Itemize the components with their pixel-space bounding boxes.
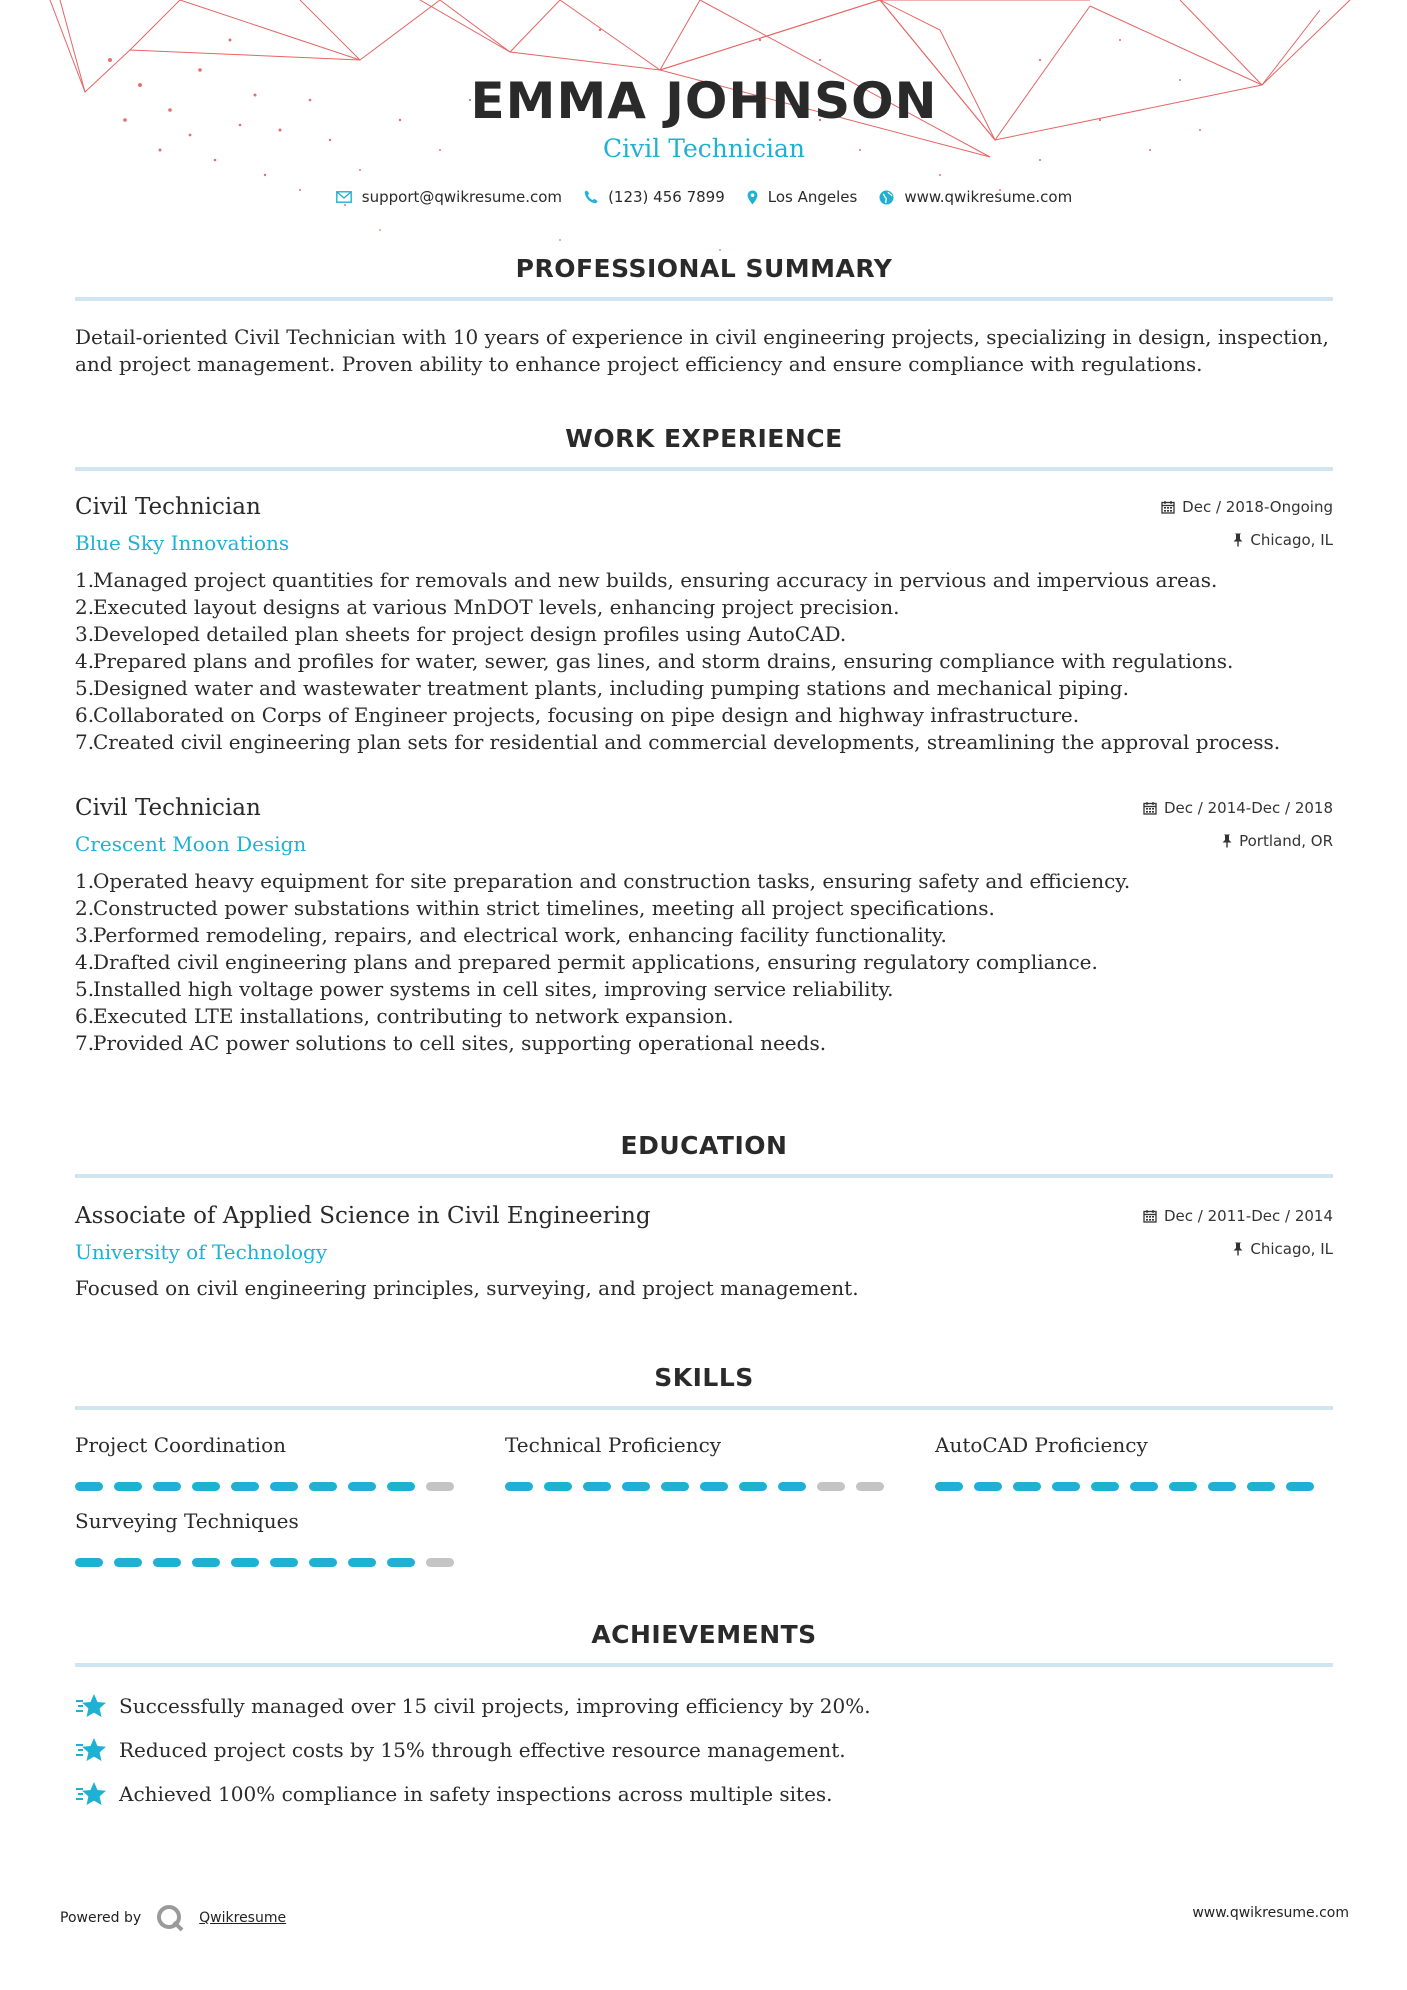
skills-section-header [75, 1363, 1333, 1410]
pushpin-icon [1233, 533, 1243, 547]
skill-segment-filled [348, 1558, 376, 1567]
star-badge-icon [75, 1780, 107, 1808]
calendar-icon [1161, 500, 1175, 514]
skill-level-meter [935, 1482, 1315, 1491]
achievements-divider [75, 1663, 1333, 1667]
education-description: Focused on civil engineering principles, surveying, and project management. [75, 1276, 859, 1300]
skill-item [75, 1433, 455, 1491]
list-item: 4. Prepared plans and profiles for water, sewer, gas lines, and storm drains, ensuring compliance with regulations. [75, 649, 1234, 673]
education-location [1143, 1240, 1333, 1258]
education-heading: EDUCATION [620, 1131, 788, 1160]
qwikresume-logo-icon [155, 1903, 185, 1933]
pushpin-icon [1222, 834, 1232, 848]
job-dates-text: Dec / 2014-Dec / 2018 [1164, 799, 1333, 817]
education-meta [1143, 1207, 1333, 1258]
skill-name: Project Coordination [75, 1433, 286, 1457]
powered-by-label: Powered by [60, 1910, 142, 1926]
contact-phone-text: (123) 456 7899 [608, 188, 725, 206]
skill-level-meter [75, 1558, 455, 1567]
skill-segment-filled [974, 1482, 1002, 1491]
skill-segment-filled [1247, 1482, 1275, 1491]
skill-segment-filled [700, 1482, 728, 1491]
skills-divider [75, 1406, 1333, 1410]
job-company: Crescent Moon Design [75, 832, 307, 856]
job-entry-1 [75, 494, 1333, 756]
skill-segment-filled [309, 1482, 337, 1491]
skill-segment-filled [1052, 1482, 1080, 1491]
achievement-text: Successfully managed over 15 civil projects, improving efficiency by 20%. [119, 1694, 871, 1718]
envelope-icon [336, 191, 352, 203]
skill-segment-filled [309, 1558, 337, 1567]
skill-segment-filled [114, 1558, 142, 1567]
star-badge-icon [75, 1736, 107, 1764]
skill-segment-filled [75, 1558, 103, 1567]
job-location [1161, 531, 1333, 549]
job-dates-text: Dec / 2018-Ongoing [1182, 498, 1333, 516]
skill-segment-filled [114, 1482, 142, 1491]
skill-segment-filled [1169, 1482, 1197, 1491]
skill-segment-empty [426, 1558, 454, 1567]
education-entry [75, 1203, 1333, 1300]
skill-segment-filled [153, 1558, 181, 1567]
brand-link[interactable]: Qwikresume [199, 1910, 287, 1926]
skill-segment-filled [1286, 1482, 1314, 1491]
job-meta [1161, 498, 1333, 549]
education-divider [75, 1174, 1333, 1178]
skill-segment-filled [192, 1558, 220, 1567]
skill-segment-filled [270, 1558, 298, 1567]
skills-heading: SKILLS [654, 1363, 754, 1392]
list-item: 1. Operated heavy equipment for site preparation and construction tasks, ensuring safety and efficiency. [75, 869, 1131, 893]
education-dates [1143, 1207, 1333, 1225]
achievements-section-header [75, 1620, 1333, 1667]
achievements-heading: ACHIEVEMENTS [591, 1620, 817, 1649]
achievement-item [75, 1692, 1333, 1720]
powered-by [60, 1903, 286, 1933]
achievement-item [75, 1736, 1333, 1764]
list-item: 7. Provided AC power solutions to cell sites, supporting operational needs. [75, 1031, 827, 1055]
contact-website-text: www.qwikresume.com [904, 188, 1073, 206]
job-location-text: Chicago, IL [1250, 531, 1333, 549]
skill-name: Surveying Techniques [75, 1509, 299, 1533]
education-section-header [75, 1131, 1333, 1178]
skill-segment-filled [1208, 1482, 1236, 1491]
list-item: 2. Constructed power substations within strict timelines, meeting all project specifications. [75, 896, 995, 920]
summary-heading: PROFESSIONAL SUMMARY [515, 254, 893, 283]
skill-level-meter [75, 1482, 455, 1491]
calendar-icon [1143, 1209, 1157, 1223]
list-item: 6. Executed LTE installations, contributing to network expansion. [75, 1004, 734, 1028]
experience-divider [75, 467, 1333, 471]
candidate-name: EMMA JOHNSON [470, 72, 938, 130]
list-item: 3. Performed remodeling, repairs, and electrical work, enhancing facility functionality. [75, 923, 947, 947]
skill-segment-filled [1130, 1482, 1158, 1491]
list-item: 7. Created civil engineering plan sets for residential and commercial developments, streamlining the approval process. [75, 730, 1281, 754]
skill-segment-filled [153, 1482, 181, 1491]
skill-segment-filled [387, 1558, 415, 1567]
degree: Associate of Applied Science in Civil Engineering [75, 1203, 651, 1229]
skill-item [505, 1433, 885, 1491]
contact-location-text: Los Angeles [767, 188, 858, 206]
list-item: 3. Developed detailed plan sheets for project design profiles using AutoCAD. [75, 622, 847, 646]
skill-segment-filled [544, 1482, 572, 1491]
list-item: 2. Executed layout designs at various MnDOT levels, enhancing project precision. [75, 595, 900, 619]
page-footer [0, 1895, 1407, 1935]
skill-segment-filled [622, 1482, 650, 1491]
achievement-item [75, 1780, 1333, 1808]
job-location [1143, 832, 1333, 850]
summary-text: Detail-oriented Civil Technician with 10 years of experience in civil engineering projects, specializing in design, inspection, and project management. Proven ability to enhance project efficiency and ensure compliance with regulations. [75, 325, 1329, 376]
contact-email[interactable] [336, 188, 562, 206]
footer-website-link[interactable]: www.qwikresume.com [1192, 1905, 1349, 1921]
star-badge-icon [75, 1692, 107, 1720]
job-role: Civil Technician [75, 494, 261, 520]
skill-segment-filled [778, 1482, 806, 1491]
skill-segment-filled [935, 1482, 963, 1491]
skill-segment-filled [231, 1482, 259, 1491]
skill-segment-filled [1013, 1482, 1041, 1491]
list-item: 4. Drafted civil engineering plans and prepared permit applications, ensuring regulatory compliance. [75, 950, 1098, 974]
contact-email-text: support@qwikresume.com [361, 188, 563, 206]
skill-segment-filled [348, 1482, 376, 1491]
skill-segment-filled [583, 1482, 611, 1491]
skill-segment-filled [387, 1482, 415, 1491]
job-entry-2 [75, 795, 1333, 1057]
job-bullets [75, 868, 1333, 1057]
job-company: Blue Sky Innovations [75, 531, 290, 555]
skill-name: Technical Proficiency [505, 1433, 722, 1457]
summary-divider [75, 297, 1333, 301]
job-dates [1161, 498, 1333, 516]
contact-bar [75, 188, 1333, 206]
contact-phone[interactable] [584, 188, 725, 206]
skill-segment-filled [75, 1482, 103, 1491]
job-bullets [75, 567, 1333, 756]
skill-segment-filled [1091, 1482, 1119, 1491]
achievement-text: Achieved 100% compliance in safety inspections across multiple sites. [119, 1782, 833, 1806]
job-meta [1143, 799, 1333, 850]
list-item: 5. Installed high voltage power systems in cell sites, improving service reliability. [75, 977, 894, 1001]
list-item: 1. Managed project quantities for removals and new builds, ensuring accuracy in pervious and impervious areas. [75, 568, 1218, 592]
experience-heading: WORK EXPERIENCE [565, 424, 843, 453]
location-pin-icon [747, 190, 758, 205]
achievement-text: Reduced project costs by 15% through effective resource management. [119, 1738, 846, 1762]
skill-segment-empty [856, 1482, 884, 1491]
phone-icon [584, 190, 598, 204]
skill-segment-filled [231, 1558, 259, 1567]
skill-item [75, 1509, 455, 1567]
school: University of Technology [75, 1240, 328, 1264]
job-role: Civil Technician [75, 795, 261, 821]
skill-level-meter [505, 1482, 885, 1491]
contact-website[interactable] [879, 188, 1072, 206]
pushpin-icon [1233, 1242, 1243, 1256]
calendar-icon [1143, 801, 1157, 815]
list-item: 6. Collaborated on Corps of Engineer projects, focusing on pipe design and highway infrastructure. [75, 703, 1080, 727]
job-location-text: Portland, OR [1239, 832, 1333, 850]
skill-segment-filled [192, 1482, 220, 1491]
education-location-text: Chicago, IL [1250, 1240, 1333, 1258]
experience-section-header [75, 424, 1333, 471]
summary-section-header [75, 254, 1333, 301]
skill-item [935, 1433, 1315, 1491]
contact-location [747, 188, 858, 206]
list-item: 5. Designed water and wastewater treatment plants, including pumping stations and mechanical piping. [75, 676, 1129, 700]
skill-segment-filled [505, 1482, 533, 1491]
skill-segment-empty [817, 1482, 845, 1491]
skill-name: AutoCAD Proficiency [935, 1433, 1148, 1457]
skill-segment-empty [426, 1482, 454, 1491]
skill-segment-filled [661, 1482, 689, 1491]
education-dates-text: Dec / 2011-Dec / 2014 [1164, 1207, 1333, 1225]
globe-icon [879, 190, 894, 205]
job-dates [1143, 799, 1333, 817]
candidate-title: Civil Technician [603, 134, 805, 163]
skill-segment-filled [270, 1482, 298, 1491]
skill-segment-filled [739, 1482, 767, 1491]
